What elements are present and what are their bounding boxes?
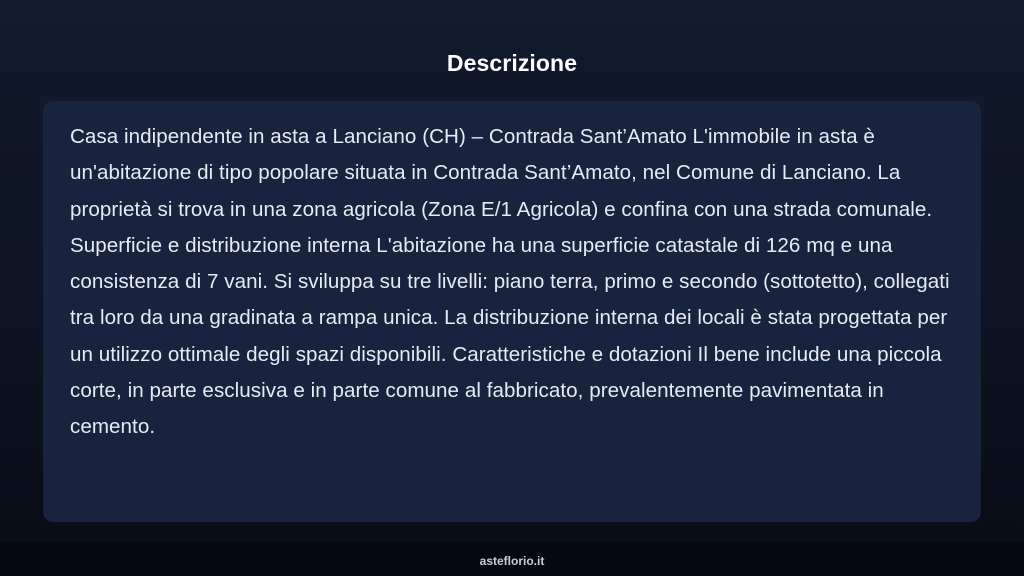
description-card [43,101,981,522]
description-text: Casa indipendente in asta a Lanciano (CH) – Contrada Sant’Amato L'immobile in asta è un'abitazione di tipo popolare situata in Contrada Sant’Amato, nel Comune di Lanciano. La proprietà si trova in una zona agricola (Zona E/1 Agricola) e confina con una strada comunale. Superficie e distribuzione interna L'abitazione ha una superficie catastale di 126 mq e una consistenza di 7 vani. Si sviluppa su tre livelli: piano terra, primo e secondo (sottotetto), collegati tra loro da una gradinata a rampa unica. La distribuzione interna dei locali è stata progettata per un utilizzo ottimale degli spazi disponibili. Caratteristiche e dotazioni Il bene include una piccola corte, in parte esclusiva e in parte comune al fabbricato, prevalentemente pavimentata in cemento. [70,125,950,439]
footer [0,543,1024,576]
footer-site-label: asteflorio.it [479,554,545,568]
page-title: Descrizione [446,50,578,76]
